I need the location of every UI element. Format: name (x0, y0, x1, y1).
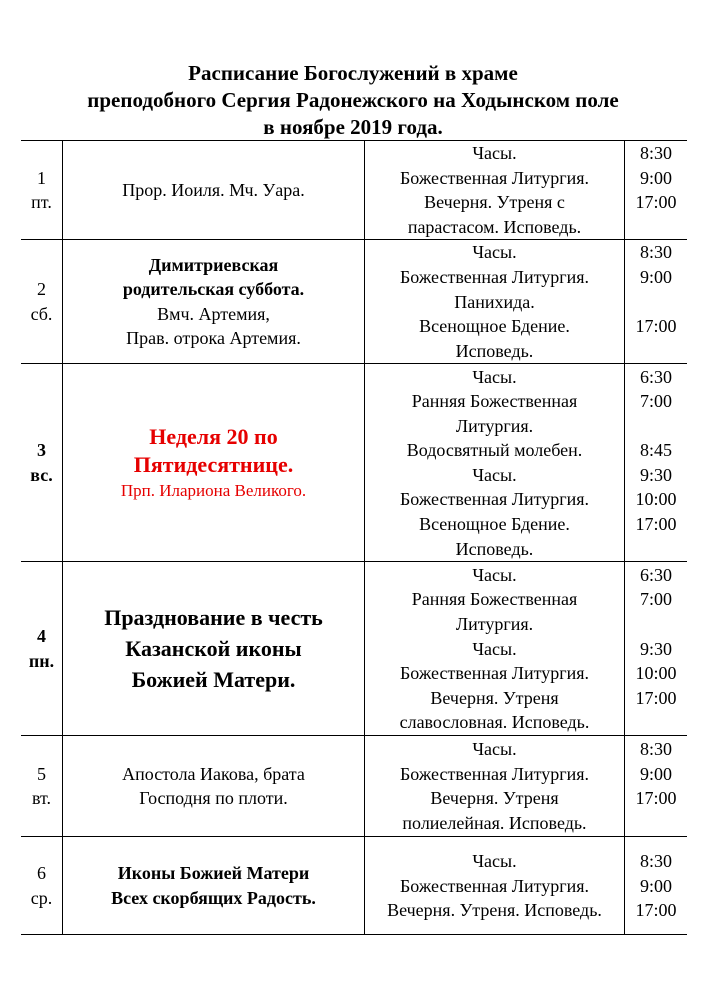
weekday: пт. (31, 192, 52, 213)
service-line: Божественная Литургия. (399, 266, 590, 287)
time-line: 10:00 (635, 489, 677, 510)
date-cell (21, 364, 63, 562)
service-line: славословная. Исповедь. (399, 712, 590, 733)
service-line: Вечерня. Утреня с (424, 192, 565, 213)
service-line: Божественная Литургия. (399, 167, 590, 188)
service-line: Божественная Литургия. (399, 489, 590, 510)
feast-line: Вмч. Артемия, (157, 303, 270, 324)
times-cell (625, 364, 688, 562)
service-line: Литургия. (455, 613, 534, 634)
day-number: 6 (37, 863, 46, 884)
services-cell (365, 240, 625, 364)
service-line: Часы. (472, 739, 517, 760)
feast-cell (63, 837, 365, 935)
schedule-row (21, 837, 687, 935)
time-line (625, 811, 687, 836)
service-line: Вечерня. Утреня (430, 687, 559, 708)
time-line: 9:00 (639, 875, 672, 896)
title-line-3: в ноябре 2019 года. (263, 115, 443, 139)
service-line: Ранняя Божественная (411, 589, 578, 610)
feast-line: Празднование в честь (104, 605, 323, 631)
services-cell (365, 364, 625, 562)
time-line: 17:00 (635, 687, 677, 708)
feast-line: Господня по плоти. (139, 788, 288, 809)
time-line: 7:00 (639, 589, 672, 610)
weekday: пн. (28, 650, 55, 671)
time-line: 9:00 (639, 266, 672, 287)
time-line (625, 290, 687, 315)
time-line: 9:30 (639, 638, 672, 659)
service-line: Божественная Литургия. (399, 875, 590, 896)
times-cell (625, 837, 688, 935)
day-number: 3 (37, 440, 46, 461)
time-line: 8:30 (639, 739, 672, 760)
date-cell (21, 562, 63, 736)
service-line: Часы. (472, 464, 517, 485)
time-line: 6:30 (639, 366, 672, 387)
time-line: 8:30 (639, 143, 672, 163)
feast-line: Пятидесятнице. (133, 451, 294, 477)
service-line: Часы. (472, 850, 517, 871)
service-line: Панихида. (454, 291, 535, 312)
day-number: 4 (37, 626, 46, 647)
service-line: полиелейная. Исповедь. (402, 812, 587, 833)
feast-line: Прор. Иоиля. Мч. Уара. (122, 179, 305, 200)
feast-line: Димитриевская (148, 254, 279, 275)
feast-line: Божией Матери. (131, 667, 296, 693)
service-line: Часы. (472, 638, 517, 659)
schedule-table (21, 140, 687, 935)
feast-line: Иконы Божией Матери (117, 863, 310, 884)
feast-line: Казанской иконы (125, 636, 302, 662)
feast-line: Апостола Иакова, брата (122, 763, 305, 784)
feast-cell (63, 736, 365, 837)
service-line: Литургия. (455, 415, 534, 436)
time-line: 17:00 (635, 192, 677, 213)
service-line: Всенощное Бдение. (419, 316, 570, 337)
times-cell (625, 562, 688, 736)
title-line-2: преподобного Сергия Радонежского на Ходынском поле (87, 88, 619, 112)
time-line (625, 414, 687, 439)
service-line: Часы. (472, 143, 517, 163)
document-title (0, 60, 706, 141)
time-line: 17:00 (635, 788, 677, 809)
time-line: 9:00 (639, 167, 672, 188)
schedule-row (21, 364, 687, 562)
weekday: ср. (30, 887, 53, 908)
services-cell (365, 141, 625, 240)
schedule-row (21, 736, 687, 837)
day-number: 5 (37, 763, 46, 784)
weekday: сб. (30, 303, 53, 324)
feast-line: Всех скорбящих Радость. (111, 887, 316, 908)
feast-cell (63, 141, 365, 240)
time-line: 17:00 (635, 900, 677, 921)
schedule-row (21, 240, 687, 364)
services-cell (365, 736, 625, 837)
time-line: 8:30 (639, 242, 672, 263)
time-line (625, 215, 687, 240)
times-cell (625, 736, 688, 837)
service-line: Ранняя Божественная (411, 391, 578, 412)
time-line (625, 612, 687, 637)
date-cell (21, 240, 63, 364)
service-line: Вечерня. Утреня (430, 788, 559, 809)
service-line: Исповедь. (455, 340, 534, 361)
time-line: 8:30 (639, 850, 672, 871)
time-line: 9:30 (639, 464, 672, 485)
time-line (625, 537, 687, 562)
weekday: вс. (30, 464, 53, 485)
service-line: Исповедь. (455, 538, 534, 559)
day-number: 1 (37, 167, 46, 188)
service-line: Всенощное Бдение. (419, 514, 570, 535)
service-line: Часы. (472, 242, 517, 263)
service-line: Божественная Литургия. (399, 663, 590, 684)
feast-line: родительская суббота. (122, 279, 305, 300)
title-line-1: Расписание Богослужений в храме (188, 61, 518, 85)
time-line: 17:00 (635, 316, 677, 337)
time-line: 6:30 (639, 564, 672, 585)
time-line: 7:00 (639, 391, 672, 412)
feast-line: Неделя 20 по (149, 423, 278, 449)
service-line: Часы. (472, 366, 517, 387)
service-line: Часы. (472, 564, 517, 585)
services-cell (365, 562, 625, 736)
time-line (625, 710, 687, 735)
schedule-row (21, 141, 687, 240)
feast-cell (63, 562, 365, 736)
date-cell (21, 736, 63, 837)
time-line: 8:45 (639, 440, 672, 461)
date-cell (21, 141, 63, 240)
service-line: Божественная Литургия. (399, 763, 590, 784)
services-cell (365, 837, 625, 935)
feast-cell (63, 364, 365, 562)
day-number: 2 (37, 279, 46, 300)
times-cell (625, 240, 688, 364)
time-line: 9:00 (639, 763, 672, 784)
time-line (625, 339, 687, 364)
date-cell (21, 837, 63, 935)
time-line: 10:00 (635, 663, 677, 684)
feast-line: Прав. отрока Артемия. (126, 328, 301, 349)
feast-line: Прп. Илариона Великого. (120, 480, 307, 500)
time-line: 17:00 (635, 514, 677, 535)
service-line: Водосвятный молебен. (406, 440, 583, 461)
weekday: вт. (31, 788, 52, 809)
service-line: парастасом. Исповедь. (407, 216, 582, 237)
service-line: Вечерня. Утреня. Исповедь. (387, 900, 602, 921)
feast-cell (63, 240, 365, 364)
schedule-row (21, 562, 687, 736)
times-cell (625, 141, 688, 240)
